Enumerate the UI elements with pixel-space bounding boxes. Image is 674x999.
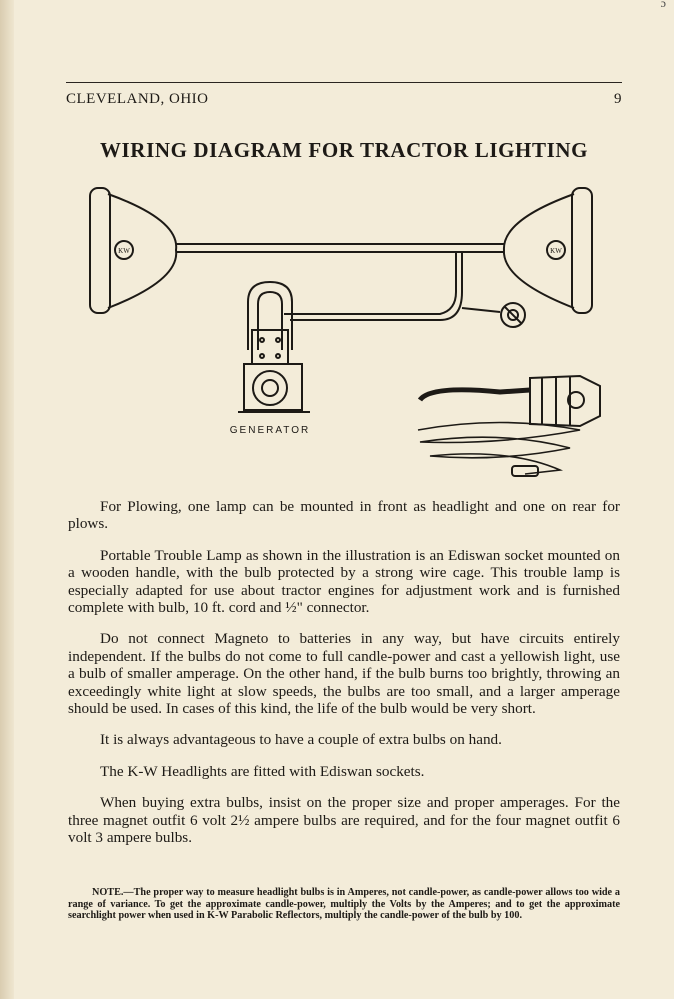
right-lamp-badge: KW xyxy=(550,247,562,255)
paragraph-trouble-lamp: Portable Trouble Lamp as shown in the illustration is an Ediswan socket mounted on a wooden handle, with the bulb protected by a strong wire cage. This trouble lamp is especially adapted for use about tractor engines for adjustment work and is furnished complete with bulb, 10 ft. cord and ½" connector. xyxy=(68,546,620,617)
paragraph-extra-bulbs: It is always advantageous to have a couple of extra bulbs on hand. xyxy=(100,731,502,749)
running-header xyxy=(66,82,622,108)
paragraph-ediswan: The K-W Headlights are fitted with Ediswan sockets. xyxy=(100,762,425,780)
header-place: CLEVELAND, OHIO xyxy=(66,91,209,107)
paragraph-plowing: For Plowing, one lamp can be mounted in front as headlight and one on rear for plows. xyxy=(68,498,620,533)
corner-mark: ɔ xyxy=(660,0,666,10)
paragraph-buying-bulbs: When buying extra bulbs, insist on the proper size and proper amperages. For the three magnet outfit 6 volt 2½ ampere bulbs are required, and for the four magnet outfit 6 volt 3 ampere bulbs. xyxy=(68,794,620,847)
left-headlight xyxy=(90,188,176,313)
wiring-diagram xyxy=(80,180,640,480)
generator xyxy=(238,282,310,412)
body-text xyxy=(68,498,620,861)
paragraph-magneto: Do not connect Magneto to batteries in any way, but have circuits entirely independent. If the bulbs do not come to full candle-power and cast a yellowish light, use a bulb of smaller amperage. On the other hand, if the bulb burns too brightly, throwing an exceedingly white light at slow speeds, the bulbs are too small, and a larger amperage should be used. In cases of this kind, the life of the bulb would be very short. xyxy=(68,630,620,718)
left-lamp-badge: KW xyxy=(118,247,130,255)
generator-label: GENERATOR xyxy=(229,425,311,436)
connecting-wire xyxy=(176,244,504,320)
page-binding-edge xyxy=(0,0,14,999)
right-headlight xyxy=(504,188,592,313)
trouble-lamp xyxy=(418,376,600,476)
switch-connector xyxy=(501,303,525,327)
page-number: 9 xyxy=(614,91,622,107)
page-title: WIRING DIAGRAM FOR TRACTOR LIGHTING xyxy=(99,138,589,162)
note: NOTE.—The proper way to measure headlight bulbs is in Amperes, not candle-power, as candle-power allows too wide a range of variance. To get the approximate candle-power, multiply the Volts by the Amperes; and to get the approximate searchlight power when used in K-W Parabolic Reflectors, multiply the candle-power of the bulb by 100. xyxy=(68,887,620,922)
